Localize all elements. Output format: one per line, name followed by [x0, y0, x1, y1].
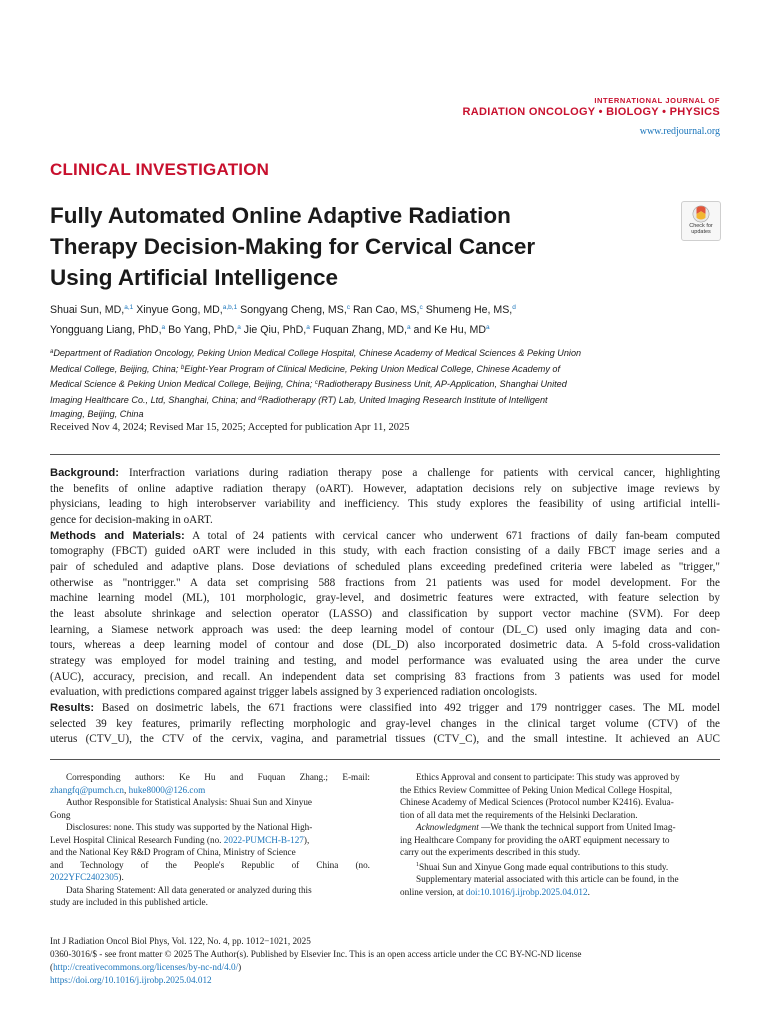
abstract-line: the benefits of online adaptive radiation therapy (oART). However, adaptation decisions rely on subjective image reviews by [50, 482, 720, 495]
affiliation-marker: c [314, 380, 318, 386]
footnote-word: of [291, 859, 300, 870]
footnote-text: Shuai Sun and Xinyue Gong made equal contributions to this study. [419, 861, 669, 872]
author-name: Xinyue Gong, MD, [133, 304, 223, 316]
title-line: Using Artificial Intelligence [50, 265, 338, 290]
footnote-line: Disclosures: none. This study was supported by the National High- [66, 822, 313, 832]
author-affil-link[interactable]: a [406, 324, 411, 331]
affiliation-line [50, 407, 610, 422]
affiliations [50, 345, 610, 422]
footnote-line [400, 886, 720, 899]
footnote-word: People's [193, 859, 225, 870]
author-affil-link[interactable]: a,1 [124, 304, 134, 311]
author-affil-link[interactable]: a [161, 324, 166, 331]
abstract-line: physicians, leading to high interobserver variability and inefficiency. This study explores the feasibility of using artificial intelli- [50, 498, 720, 511]
affiliation-text: Medical College, Beijing, China; [50, 363, 181, 374]
footnote-line [50, 834, 370, 847]
footnotes-right [400, 771, 720, 898]
footnote-line: Author Responsible for Statistical Analysis: Shuai Sun and Xinyue [66, 797, 313, 807]
abstract-line: tours, whereas a deep learning model of contour and dose (DL_D) also incorporated dosimetric data. A 5-fold cross-validation [50, 639, 720, 652]
author-name: and Ke Hu, MD [410, 324, 486, 336]
footnote-line: Gong [50, 809, 71, 820]
crossmark-label: updates [691, 229, 711, 235]
journal-name-line1: INTERNATIONAL JOURNAL OF [594, 96, 720, 105]
divider [50, 759, 720, 760]
footnote-word: authors: [135, 772, 165, 782]
author-name: Yongguang Liang, PhD, [50, 324, 162, 336]
footer-text: ( [50, 962, 54, 972]
footnote-word: Hu [204, 772, 216, 782]
author-name: Fuquan Zhang, MD, [309, 324, 407, 336]
author-affil-link[interactable]: c [419, 304, 423, 311]
footer-text: ) [238, 962, 242, 972]
journal-masthead [463, 96, 720, 118]
footnote-word: and [229, 772, 244, 782]
author-affil-link[interactable]: a,b,1 [222, 304, 238, 311]
crossmark-icon [692, 205, 710, 223]
abstract-line: strategy was employed for model training and testing, and model performance was evaluated using the area under the curve [50, 654, 720, 667]
footnote-word: Corresponding [66, 772, 121, 782]
citation: Int J Radiation Oncol Biol Phys, Vol. 122, No. 4, pp. 1012−1021, 2025 [50, 936, 311, 946]
footnote-line [400, 859, 720, 874]
affiliation-text: Department of Radiation Oncology, Peking Union Medical College Hospital, Chinese Academy of Medical Sciences & Peking Union [53, 348, 582, 358]
license-line [50, 961, 730, 974]
footnote-text: —We thank the technical support from United Imag- [478, 822, 676, 832]
affiliation-text: Medical Science & Peking Union Medical College, Beijing, China; [50, 379, 315, 389]
footnote-line: and the National Key R&D Program of China, Ministry of Science [50, 847, 296, 857]
affiliation-text: Eight-Year Program of Clinical Medicine, Peking Union Medical College, Chinese Academy of [184, 363, 560, 374]
abstract [50, 466, 720, 748]
footnote-text: online version, at [400, 886, 466, 897]
abstract-text: A total of 24 patients with cervical cancer who underwent 671 fractions of daily fan-beam computed [184, 529, 720, 542]
footnotes-left [50, 771, 370, 909]
footnote-line: Ethics Approval and consent to participate: This study was approved by [416, 772, 680, 782]
abstract-text: Interfraction variations during radiation therapy pose a challenge for patients with cervical cancer, highlighting [119, 467, 720, 479]
footnote-text: . [587, 886, 590, 897]
abstract-line: pair of scheduled and adaptive plans. Dose deviations of scheduled plans exceeding predefined criteria were labeled as "trigger," [50, 560, 720, 573]
abstract-line: uterus (CTV_U), the CTV of the cervix, vagina, and parametrial tissues (CTV_C), and the small intestine. It achieved an AUC [50, 733, 720, 746]
footnote-line: tion of all data met the requirements of the Helsinki Declaration. [400, 809, 638, 820]
doi-link[interactable]: https://doi.org/10.1016/j.ijrobp.2025.04.012 [50, 975, 212, 985]
author-list [50, 299, 730, 339]
footnote-word: (no. [355, 859, 370, 870]
author-name: Jie Qiu, PhD, [240, 324, 307, 336]
abstract-line: machine learning model (ML), 101 morphologic, gray-level, and dosimetric features were extracted, with feature selection by [50, 592, 720, 605]
footnote-word: Ke [179, 772, 190, 782]
author-name: Bo Yang, PhD, [165, 324, 238, 336]
affiliation-line [50, 376, 610, 392]
affiliation-marker: a [50, 349, 54, 355]
footnote-text: , [124, 784, 129, 795]
affiliation-text: Imaging Healthcare Co., Ltd, Shanghai, China; and [50, 394, 259, 405]
title-line: Fully Automated Online Adaptive Radiation [50, 203, 511, 228]
author-line [50, 299, 730, 319]
abstract-line: evaluation, with predictions compared against trigger labels assigned by 3 experienced radiation oncologists. [50, 686, 538, 699]
footnote-line [50, 871, 370, 884]
footnote-line: ing Healthcare Company for providing the oART equipment necessary to [400, 834, 670, 845]
footnote-line [50, 859, 370, 872]
footnote-word: of [140, 859, 149, 870]
footnote-line [50, 771, 370, 784]
footnote-text: Level Hospital Clinical Research Funding (no. [50, 834, 224, 845]
footnote-word: Fuquan [257, 772, 286, 782]
abstract-line: the least absolute shrinkage and selection operator (LASSO) and classification by support vector machine (SVM). For deep [50, 607, 720, 620]
footnote-line: carry out the experiments described in this study. [400, 847, 581, 857]
abstract-line: learning, a Siamese network approach was used: the deep learning model of contour (DL_C) used only imaging data and con- [50, 623, 720, 636]
footnote-word: the [165, 859, 177, 870]
affiliation-marker: b [180, 364, 185, 371]
abstract-heading: Background: [50, 467, 119, 479]
email-link[interactable]: huke8000@126.com [128, 784, 206, 795]
received-dates: Received Nov 4, 2024; Revised Mar 15, 2025; Accepted for publication Apr 11, 2025 [50, 422, 410, 433]
divider [50, 454, 720, 455]
abstract-line [50, 529, 720, 545]
grant-link[interactable]: 2022YFC2402305 [50, 872, 119, 882]
check-for-updates-button[interactable] [681, 201, 721, 241]
affiliation-line [50, 361, 610, 377]
journal-name-line2: RADIATION ONCOLOGY • BIOLOGY • PHYSICS [462, 106, 720, 118]
abstract-text: Based on dosimetric labels, the 671 fractions were classified into 492 trigger and 179 nontrigger cases. The ML model [94, 701, 720, 714]
footnote-line: Supplementary material associated with this article can be found, in the [416, 874, 679, 885]
abstract-line: selected 39 key features, primarily reflecting morphologic and gray-level changes in the clinical target volume (CTV) of the [50, 717, 720, 730]
acknowledgment-label: Acknowledgment [416, 822, 479, 832]
email-link[interactable]: zhangfq@pumch.cn [50, 784, 125, 795]
footnote-word: Republic [241, 859, 275, 870]
footnote-text: ). [118, 872, 124, 882]
affiliation-text: Radiotherapy Business Unit, AP-Application, Shanghai United [317, 379, 567, 389]
license-link[interactable]: http://creativecommons.org/licenses/by-nc-nd/4.0/ [53, 962, 239, 972]
author-line [50, 319, 730, 339]
abstract-heading: Methods and Materials: [50, 529, 185, 542]
footnote-line [50, 784, 370, 797]
affiliation-text: Radiotherapy (RT) Lab, United Imaging Research Institute of Intelligent [261, 394, 548, 405]
affiliation-marker: d [258, 395, 262, 402]
footnote-word: E-mail: [342, 772, 370, 782]
author-name: Ran Cao, MS, [350, 304, 420, 316]
footnote-line [400, 821, 720, 834]
footnote-line: Data Sharing Statement: All data generated or analyzed during this [66, 884, 312, 895]
footnote-word: Technology [80, 859, 124, 870]
copyright-line: 0360-3016/$ - see front matter © 2025 The Author(s). Published by Elsevier Inc. This is an open access article under the CC BY-NC-ND license [50, 949, 582, 959]
crossmark-label: Check for [689, 223, 713, 229]
footnote-text: ), [303, 834, 310, 845]
grant-link[interactable]: 2022-PUMCH-B-127 [223, 834, 304, 845]
footnote-word: Zhang.; [299, 772, 328, 782]
author-name: Shumeng He, MS, [422, 304, 513, 316]
abstract-heading: Results: [50, 701, 95, 714]
footnote-word: China [316, 859, 339, 870]
author-affil-link[interactable]: a [306, 324, 310, 331]
abstract-line: (AUC), accuracy, precision, and recall. An independent data set comprising 83 fractions from 3 patients was used for model [50, 670, 720, 683]
abstract-line: otherwise as "nontrigger." A data set comprising 588 fractions from 21 patients was used for model development. For the [50, 576, 720, 589]
author-affil-link[interactable]: a [485, 324, 490, 331]
abstract-line [50, 701, 720, 717]
author-affil-link[interactable]: c [346, 304, 351, 311]
doi-link[interactable]: doi:10.1016/j.ijrobp.2025.04.012 [465, 886, 588, 897]
section-label: CLINICAL INVESTIGATION [50, 160, 270, 179]
abstract-line: tomography (FBCT) guided oART were included in this study, with each fraction consisting of a daily FBCT image series and a [50, 545, 720, 558]
author-affil-link[interactable]: d [512, 304, 516, 311]
title-line: Therapy Decision-Making for Cervical Cancer [50, 234, 536, 259]
footnote-line: study are included in this published article. [50, 897, 208, 907]
article-title [50, 200, 620, 293]
footnote-marker: 1 [416, 861, 419, 868]
affiliation-line [50, 392, 610, 408]
author-name: Shuai Sun, MD, [50, 304, 125, 316]
footnote-line: Chinese Academy of Medical Sciences (Protocol number K2416). Evalua- [400, 797, 674, 807]
author-affil-link[interactable]: a [237, 324, 241, 331]
author-name: Songyang Cheng, MS, [237, 304, 347, 316]
footnote-word: and [50, 859, 64, 870]
affiliation-text: Imaging, Beijing, China [50, 409, 144, 419]
journal-url-link[interactable]: www.redjournal.org [639, 126, 720, 137]
abstract-line [50, 466, 720, 482]
footnote-line: the Ethics Review Committee of Peking Union Medical College Hospital, [400, 784, 673, 795]
abstract-line: gence for decision-making in oART. [50, 513, 213, 526]
affiliation-line [50, 345, 610, 361]
page-footer [50, 935, 730, 987]
